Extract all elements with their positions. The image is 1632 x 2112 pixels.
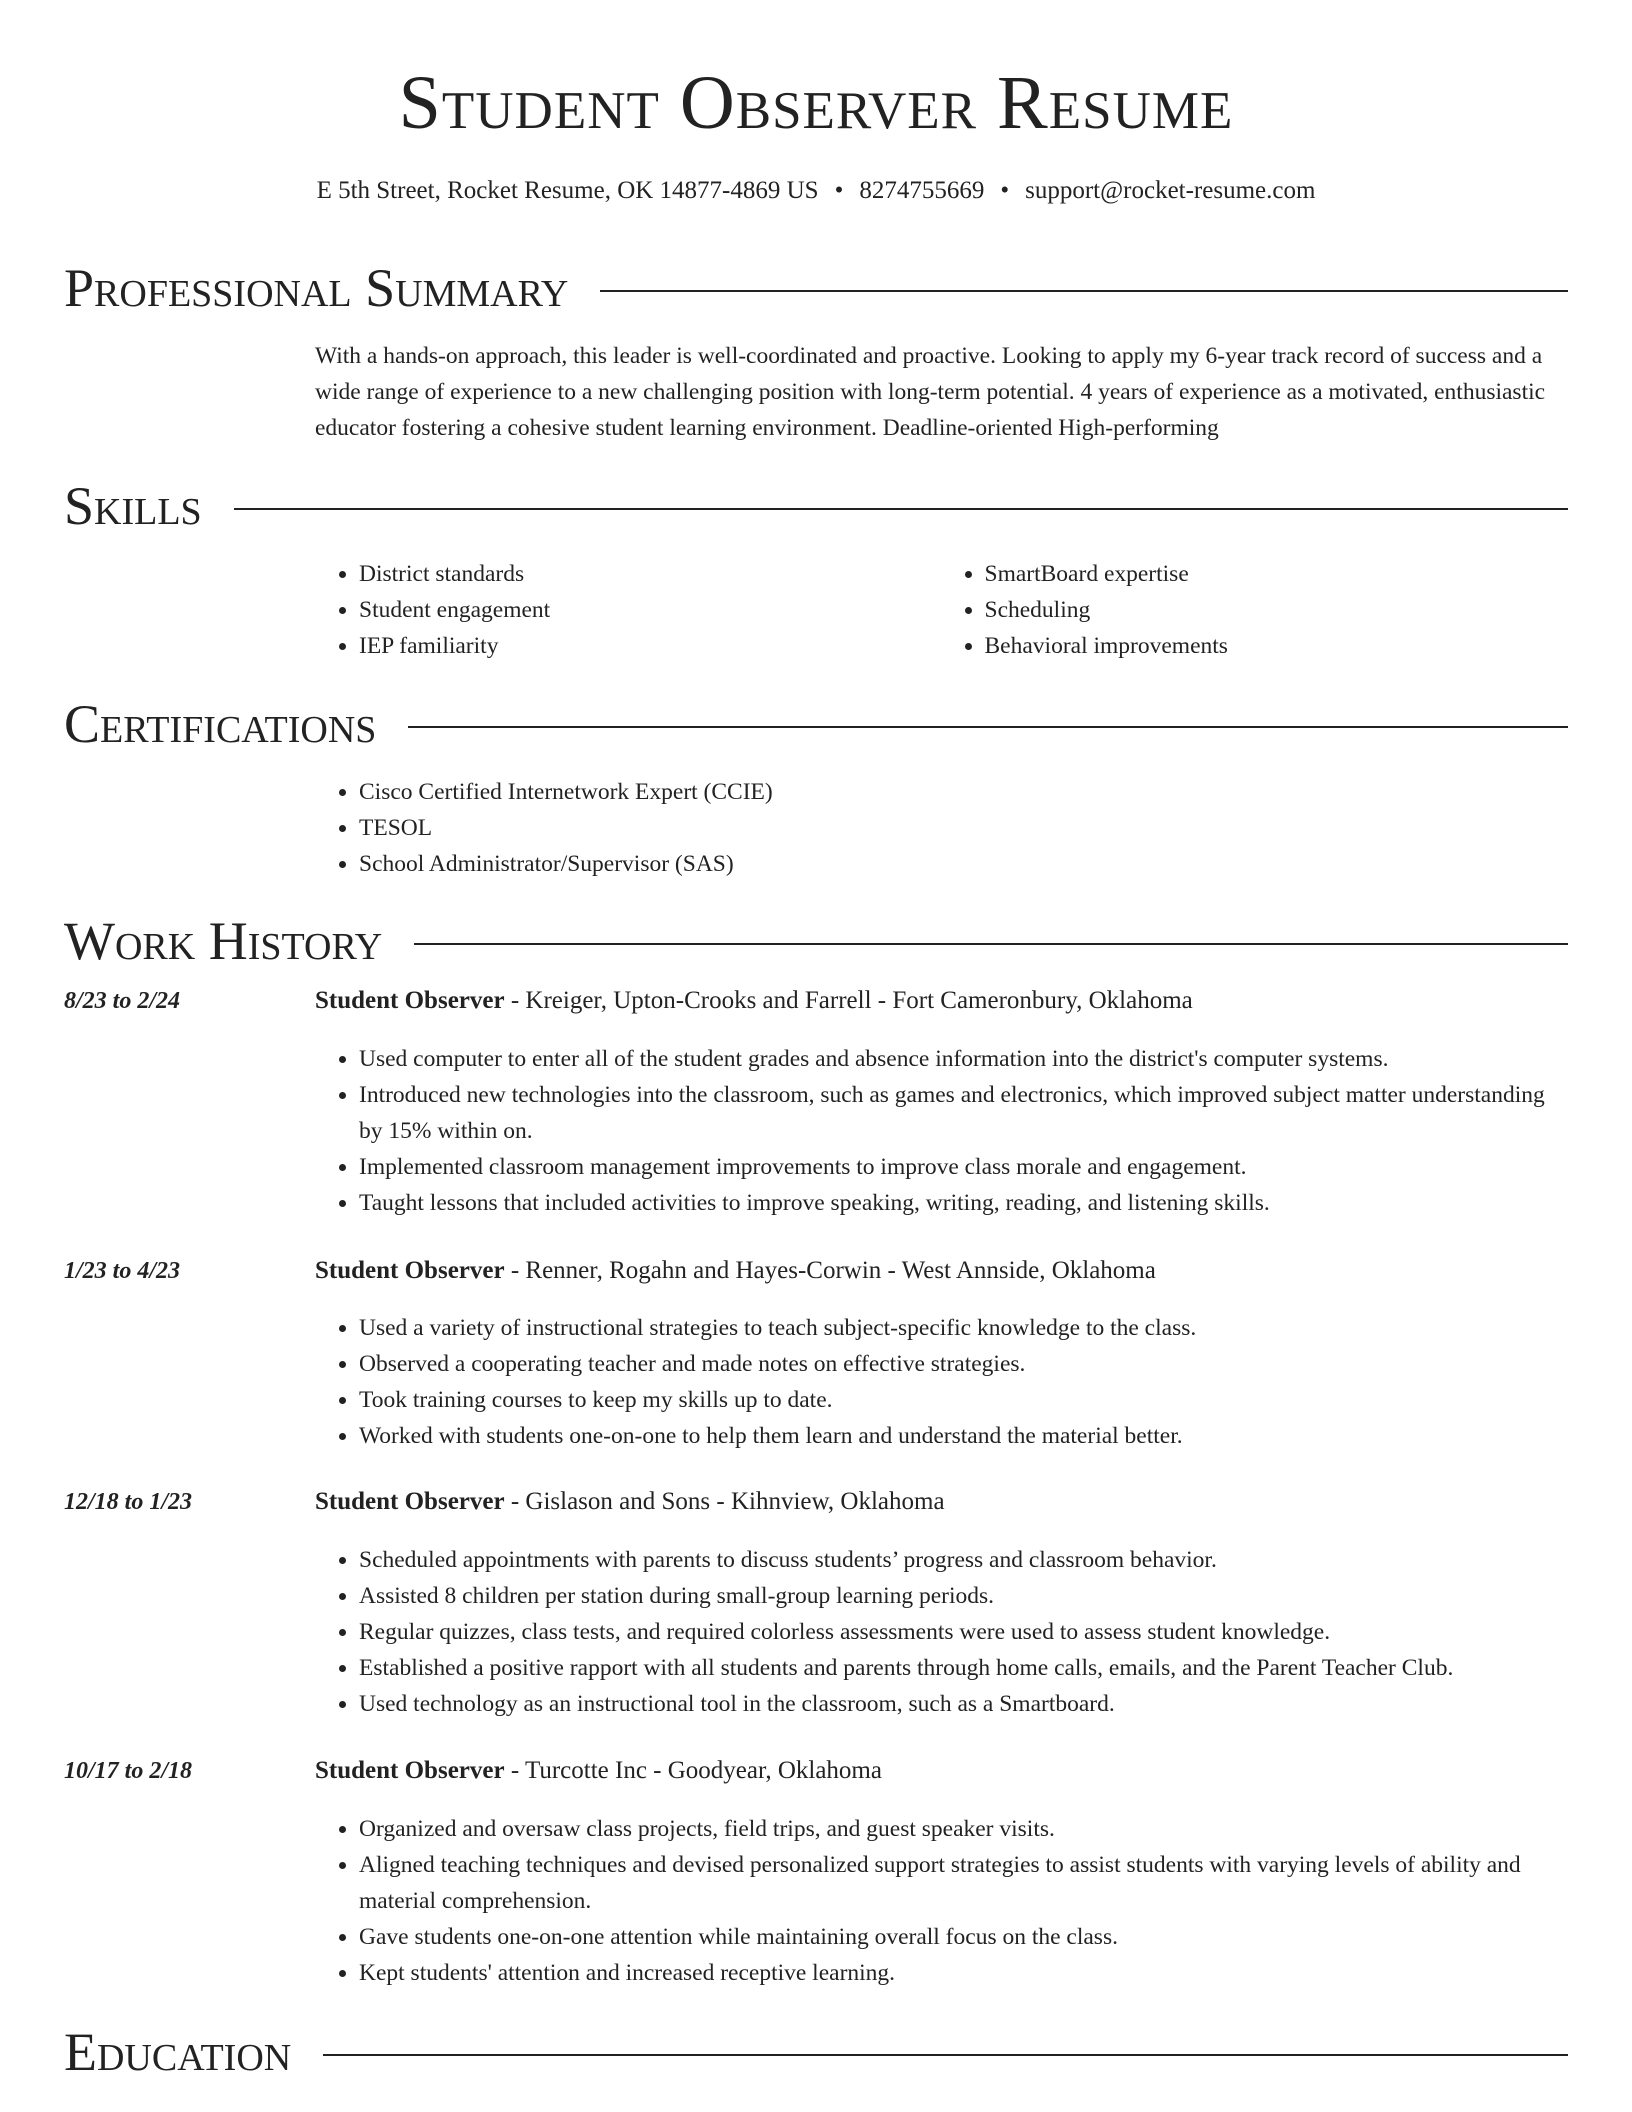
job-bullets (315, 1811, 1566, 1991)
job-heading (315, 983, 1566, 1019)
job-role: Student Observer (315, 1757, 505, 1784)
section-title: Skills (64, 476, 202, 536)
section-education-heading (64, 2022, 1568, 2082)
job-details: - Gislason and Sons - Kihnview, Oklahoma (504, 1488, 945, 1515)
skill-item: • SmartBoard expertise (985, 556, 1567, 592)
job-details: - Renner, Rogahn and Hayes-Corwin - West Annside, Oklahoma (504, 1257, 1156, 1284)
skills-column-right (941, 556, 1567, 664)
skill-item: • Student engagement (359, 592, 941, 628)
job-bullet: • Assisted 8 children per station during small-group learning periods. (359, 1578, 1566, 1614)
job-role: Student Observer (315, 987, 505, 1014)
job-dates: 8/23 to 2/24 (64, 988, 181, 1014)
section-divider (323, 2054, 1568, 2056)
certification-item: • Cisco Certified Internetwork Expert (CCIE) (359, 774, 1566, 810)
job-dates: 1/23 to 4/23 (64, 1258, 181, 1284)
certification-item: • School Administrator/Supervisor (SAS) (359, 846, 1566, 882)
section-title: Work History (64, 911, 383, 971)
certification-item: • TESOL (359, 810, 1566, 846)
job-bullet: • Worked with students one-on-one to help them learn and understand the material better. (359, 1418, 1566, 1454)
section-divider (234, 508, 1568, 510)
job-bullet: • Gave students one-on-one attention while maintaining overall focus on the class. (359, 1919, 1566, 1955)
section-title: Professional Summary (64, 258, 569, 318)
section-work-history-heading (64, 911, 1568, 971)
section-summary-heading (64, 258, 1568, 318)
job-dates: 12/18 to 1/23 (64, 1489, 193, 1515)
job-dates: 10/17 to 2/18 (64, 1758, 193, 1784)
job-bullet: • Implemented classroom management improvements to improve class morale and engagement. (359, 1149, 1566, 1185)
job-heading (315, 1753, 1566, 1789)
page-title: Student Observer Resume (398, 61, 1234, 145)
skill-item: • District standards (359, 556, 941, 592)
section-title: Certifications (64, 694, 377, 754)
section-certifications-heading (64, 694, 1568, 754)
job-bullet: • Used a variety of instructional strategies to teach subject-specific knowledge to the class. (359, 1310, 1566, 1346)
section-divider (600, 290, 1568, 292)
contact-phone: 8274755669 (859, 177, 985, 204)
job-bullet: • Taught lessons that included activities to improve speaking, writing, reading, and listening skills. (359, 1185, 1566, 1221)
job-heading (315, 1484, 1566, 1520)
job-bullets (315, 1310, 1566, 1454)
job-bullet: • Kept students' attention and increased receptive learning. (359, 1955, 1566, 1991)
job-bullet: • Aligned teaching techniques and devised personalized support strategies to assist students with varying levels of ability and material comprehension. (359, 1847, 1566, 1919)
contact-address: E 5th Street, Rocket Resume, OK 14877-4869 US (316, 177, 819, 204)
skills-column-left (315, 556, 941, 664)
job-bullet: • Scheduled appointments with parents to discuss students’ progress and classroom behavior. (359, 1542, 1566, 1578)
job-role: Student Observer (315, 1488, 505, 1515)
job-details: - Turcotte Inc - Goodyear, Oklahoma (504, 1757, 882, 1784)
job-bullets (315, 1542, 1566, 1722)
certifications-list (315, 774, 1566, 882)
job-bullet: • Observed a cooperating teacher and made notes on effective strategies. (359, 1346, 1566, 1382)
job-bullet: • Used technology as an instructional tool in the classroom, such as a Smartboard. (359, 1686, 1566, 1722)
contact-email: support@rocket-resume.com (1025, 177, 1316, 204)
job-details: - Kreiger, Upton-Crooks and Farrell - Fort Cameronbury, Oklahoma (504, 987, 1193, 1014)
skill-item: • Behavioral improvements (985, 628, 1567, 664)
job-heading (315, 1253, 1566, 1289)
section-title: Education (64, 2022, 292, 2082)
job-bullet: • Introduced new technologies into the classroom, such as games and electronics, which improved subject matter understanding by 15% within on. (359, 1077, 1566, 1149)
job-bullet: • Regular quizzes, class tests, and required colorless assessments were used to assess student knowledge. (359, 1614, 1566, 1650)
section-divider (414, 943, 1568, 945)
separator-dot: • (1000, 177, 1010, 204)
job-bullet: • Organized and oversaw class projects, field trips, and guest speaker visits. (359, 1811, 1566, 1847)
skill-item: • Scheduling (985, 592, 1567, 628)
section-divider (408, 726, 1568, 728)
job-bullet: • Established a positive rapport with all students and parents through home calls, emails, and the Parent Teacher Club. (359, 1650, 1566, 1686)
job-bullet: • Used computer to enter all of the student grades and absence information into the district's computer systems. (359, 1041, 1566, 1077)
summary-text: With a hands-on approach, this leader is well-coordinated and proactive. Looking to apply my 6-year track record of success and a wide range of experience to a new challenging position with long-term potential. 4 years of experience as a motivated, enthusiastic educator fostering a cohesive student learning environment. Deadline-oriented High-performing (315, 343, 1546, 441)
skill-item: • IEP familiarity (359, 628, 941, 664)
job-bullets (315, 1041, 1566, 1221)
job-bullet: • Took training courses to keep my skills up to date. (359, 1382, 1566, 1418)
job-role: Student Observer (315, 1257, 505, 1284)
skills-list (315, 556, 1566, 664)
contact-line (0, 174, 1632, 208)
separator-dot: • (834, 177, 844, 204)
section-skills-heading (64, 476, 1568, 536)
